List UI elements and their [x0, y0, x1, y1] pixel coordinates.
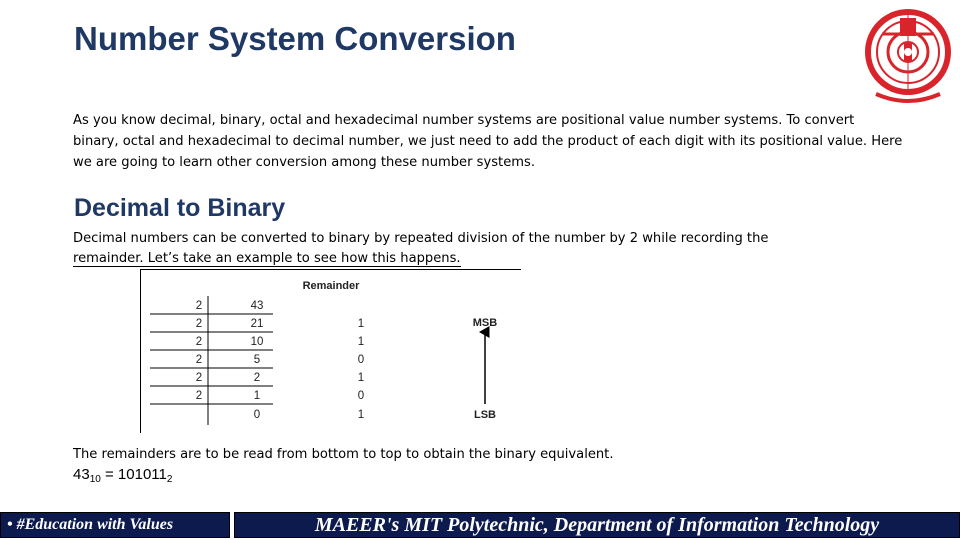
remainder-5: 0 — [357, 390, 365, 402]
description-line-1: Decimal numbers can be converted to binary by repeated division of the number by 2 while recording the — [73, 231, 769, 246]
conversion-result — [73, 466, 172, 485]
footer-tagline: • #Education with Values — [0, 512, 230, 538]
dividend-5: 1 — [253, 390, 261, 402]
equals-sign: = — [100, 466, 118, 483]
dividend-4: 2 — [253, 372, 261, 384]
institute-logo — [862, 2, 954, 110]
dividend-3: 5 — [253, 354, 261, 366]
divisor-5: 2 — [195, 390, 203, 402]
page-title: Number System Conversion — [74, 20, 516, 57]
dividend-0: 43 — [250, 300, 264, 312]
binary-base: 2 — [166, 474, 173, 485]
dividend-1: 21 — [250, 318, 264, 330]
footer-institution: MAEER's MIT Polytechnic, Department of Information Technology — [234, 512, 960, 538]
reading-note: The remainders are to be read from bottom to top to obtain the binary equivalent. — [73, 447, 614, 462]
remainder-4: 1 — [357, 372, 365, 384]
intro-paragraph: As you know decimal, binary, octal and hexadecimal number systems are positional value number systems. To convert binary, octal and hexadecimal to decimal number, we just need to add the product of each digit with its positional value. Here we are going to learn other conversion among these number systems. — [73, 113, 903, 170]
division-figure — [140, 269, 521, 433]
divisor-4: 2 — [195, 372, 203, 384]
remainder-2: 1 — [357, 336, 365, 348]
remainder-3: 0 — [357, 354, 365, 366]
msb-label: MSB — [472, 317, 498, 329]
binary-value: 101011 — [117, 466, 167, 483]
division-diagram — [141, 270, 521, 433]
decimal-value: 43 — [73, 466, 90, 483]
divisor-3: 2 — [195, 354, 203, 366]
section-description — [73, 229, 893, 269]
lsb-label: LSB — [474, 409, 496, 421]
remainder-1: 1 — [357, 318, 365, 330]
divisor-1: 2 — [195, 318, 203, 330]
decimal-base: 10 — [89, 474, 101, 485]
divisor-2: 2 — [195, 336, 203, 348]
dividend-6: 0 — [253, 409, 261, 421]
remainder-header: Remainder — [302, 280, 360, 292]
remainder-6: 1 — [357, 409, 365, 421]
dividend-2: 10 — [250, 336, 264, 348]
section-heading: Decimal to Binary — [74, 194, 286, 222]
divisor-0: 2 — [195, 300, 203, 312]
description-line-2: remainder. Let’s take an example to see how this happens. — [73, 251, 461, 266]
